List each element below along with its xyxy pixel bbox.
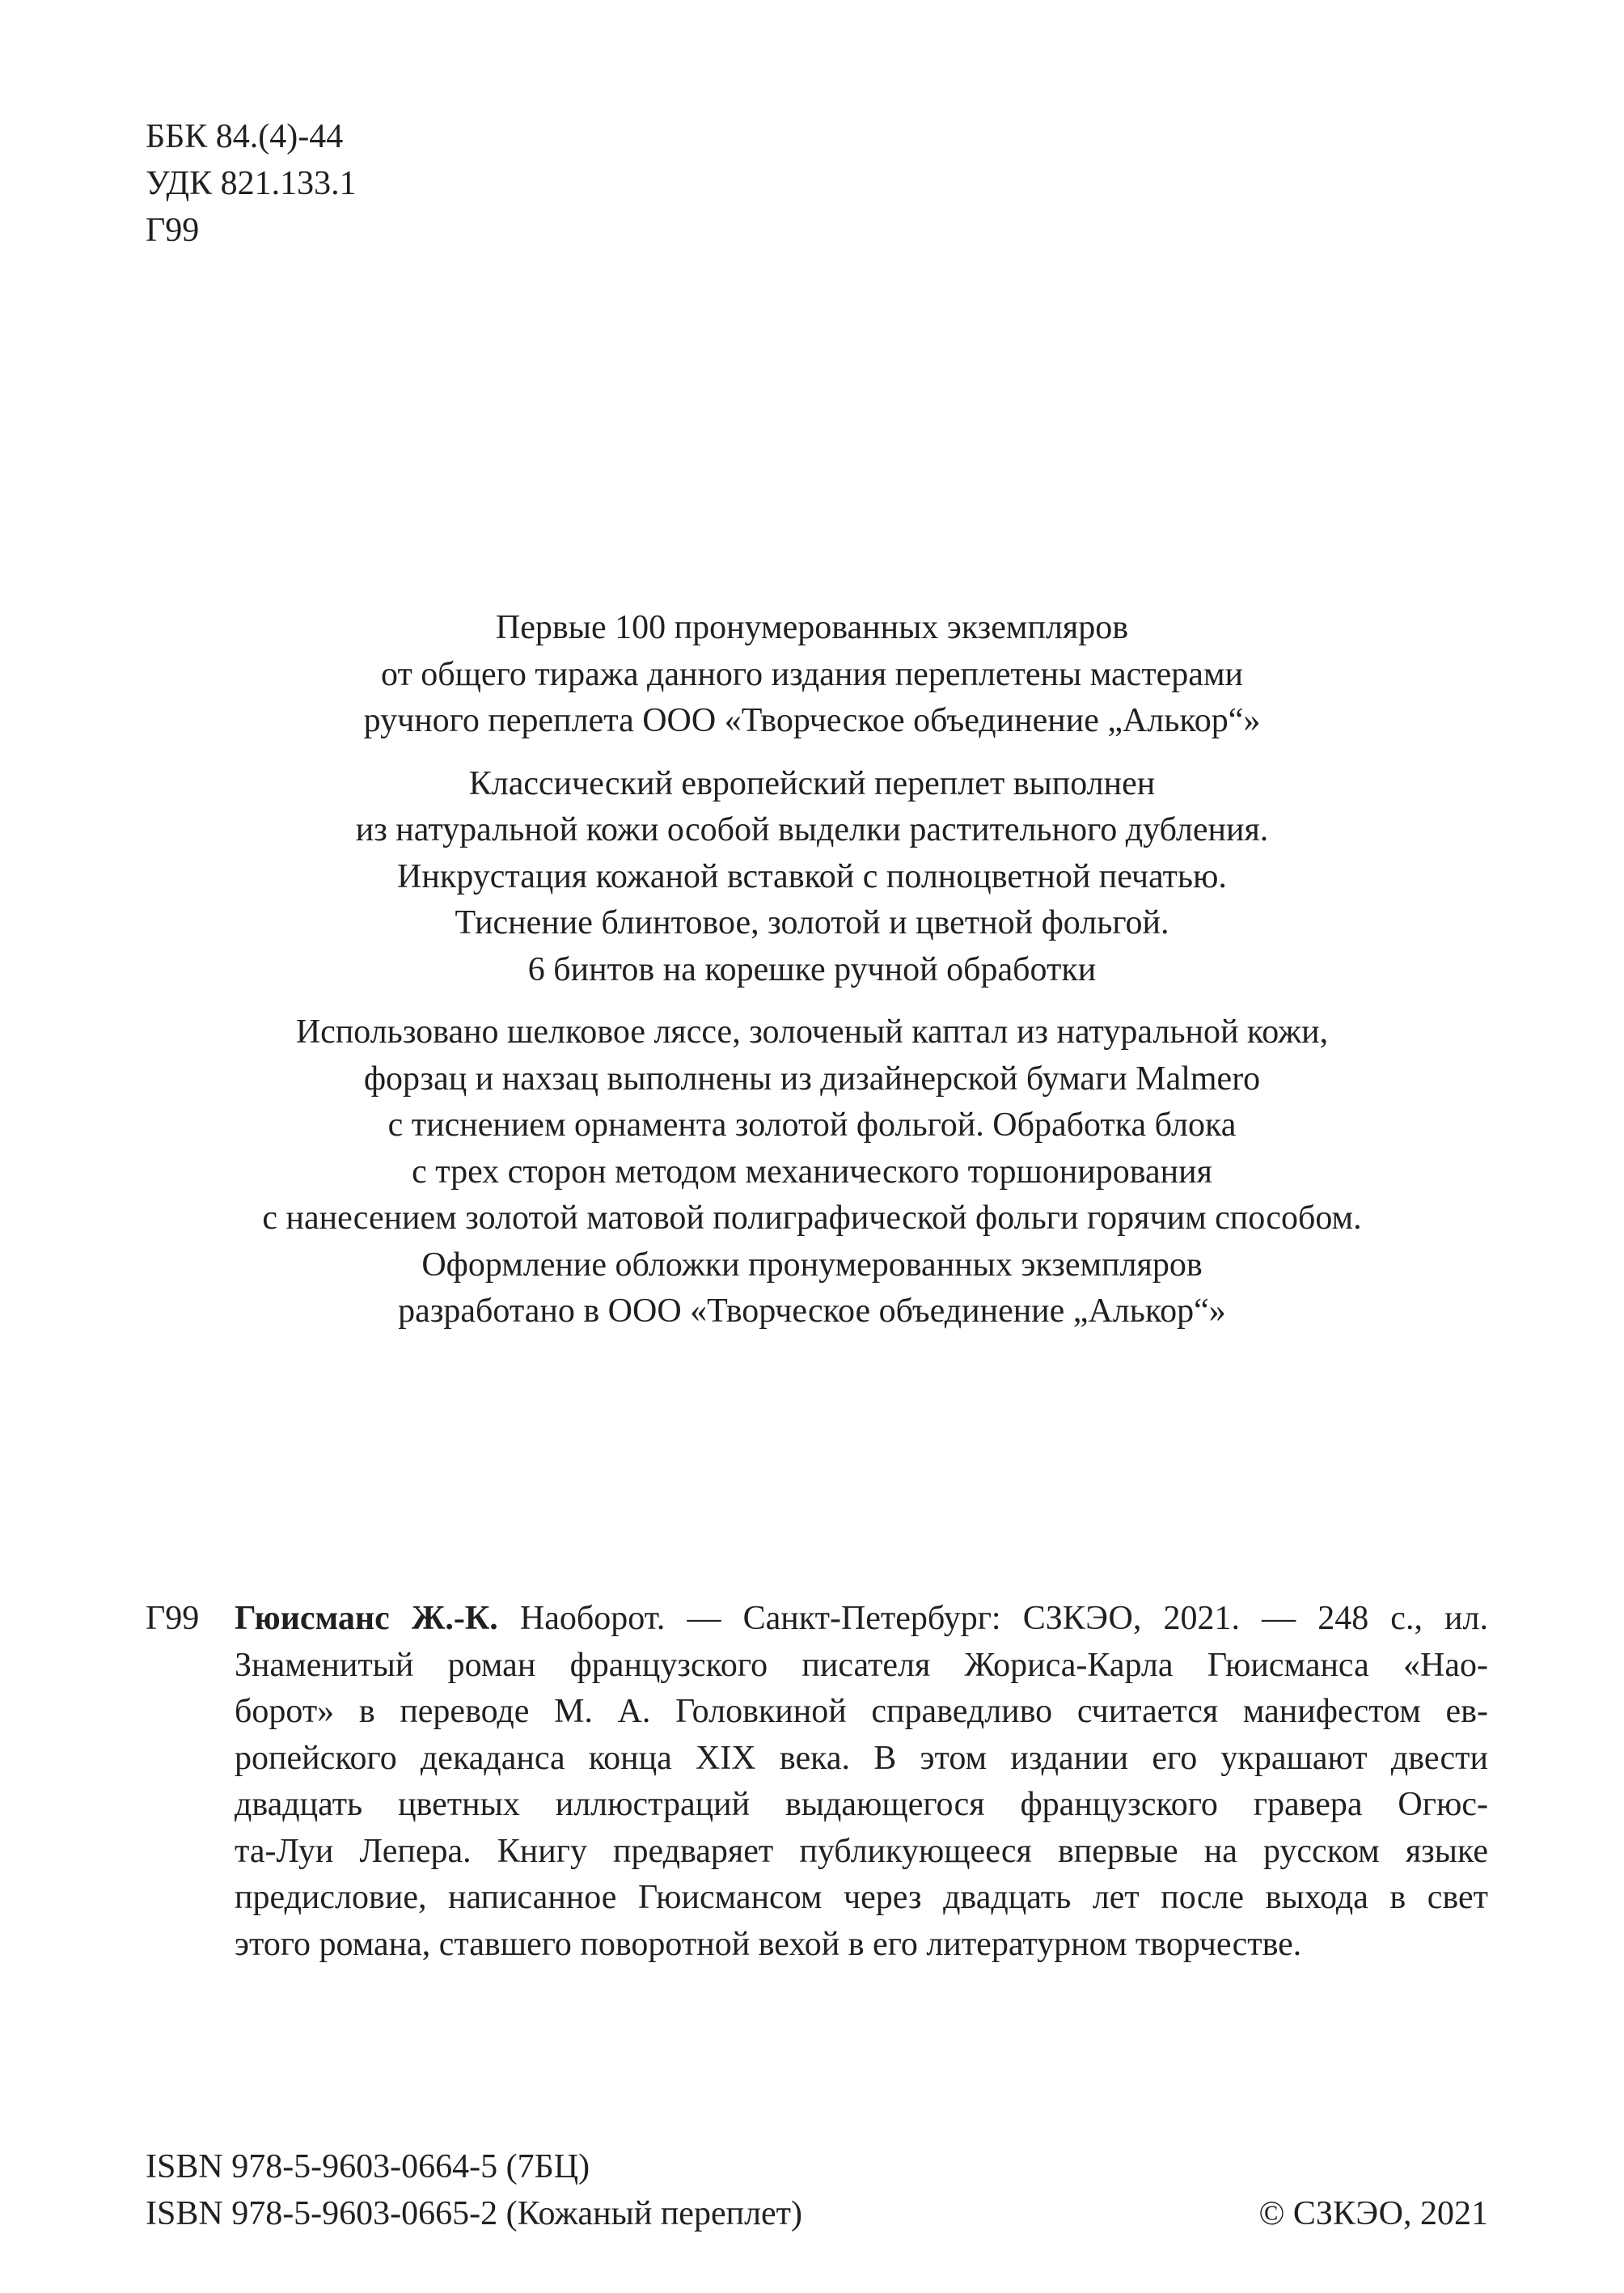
annotation-line: предисловие, написанное Гюисмансом через двадцать лет после выхода в свет (235, 1879, 1488, 1916)
author-sign: Г99 (146, 212, 200, 249)
notes-paragraph-binding (129, 761, 1495, 994)
notes-line: Классический европейский переплет выполнен (468, 764, 1156, 802)
bbk-code: ББК 84.(4)-44 (146, 118, 344, 155)
isbn-line: ISBN 978-5-9603-0664-5 (7БЦ) (146, 2148, 590, 2185)
catalog-author: Гюисманс Ж.-К. (235, 1600, 498, 1637)
notes-line: 6 бинтов на корешке ручной обработки (527, 950, 1097, 988)
notes-line: ручного переплета ООО «Творческое объединение „Алькор“» (363, 702, 1261, 739)
notes-paragraph-numbered-copies (129, 605, 1495, 745)
notes-line: Первые 100 пронумерованных экземпляров (495, 609, 1129, 646)
catalog-title-line (235, 1596, 1488, 1643)
udk-code: УДК 821.133.1 (146, 165, 357, 202)
notes-line: с нанесением золотой матовой полиграфической фольги горячим способом. (262, 1199, 1362, 1237)
annotation-line: Знаменитый роман французского писателя Жориса-Карла Гюисманса «Нао- (235, 1646, 1488, 1684)
notes-line: форзац и нахзац выполнены из дизайнерской бумаги Malmero (363, 1060, 1261, 1098)
notes-line: с тиснением орнамента золотой фольгой. Обработка блока (387, 1106, 1237, 1144)
notes-line: Использовано шелковое ляссе, золоченый каптал из натуральной кожи, (295, 1013, 1329, 1051)
isbn-line: ISBN 978-5-9603-0665-2 (Кожаный переплет) (146, 2195, 803, 2232)
catalog-body (235, 1596, 1488, 1968)
copyright-notice: © СЗКЭО, 2021 (1258, 2195, 1488, 2232)
classification-codes (146, 113, 357, 254)
edition-notes (129, 605, 1495, 1335)
notes-line: Оформление обложки пронумерованных экземпляров (421, 1246, 1203, 1284)
catalog-code: Г99 (146, 1600, 200, 1637)
notes-line: разработано в ООО «Творческое объединение „Алькор“» (398, 1292, 1226, 1330)
annotation-line: ропейского декаданса конца XIX века. В этом издании его украшают двести (235, 1739, 1488, 1777)
annotation-line: та-Луи Лепера. Книгу предваряет публикующееся впервые на русском языке (235, 1832, 1488, 1870)
notes-line: Инкрустация кожаной вставкой с полноцветной печатью. (397, 857, 1227, 895)
notes-line: с трех сторон методом механического торшонирования (412, 1153, 1212, 1191)
annotation-line: этого романа, ставшего поворотной вехой в его литературном творчестве. (235, 1925, 1302, 1963)
annotation-line: двадцать цветных иллюстраций выдающегося французского гравера Огюс- (235, 1786, 1488, 1823)
notes-line: Тиснение блинтовое, золотой и цветной фольгой. (455, 904, 1169, 941)
notes-line: от общего тиража данного издания переплетены мастерами (381, 655, 1243, 693)
isbn-list (146, 2143, 802, 2237)
notes-paragraph-materials (129, 1009, 1495, 1335)
notes-line: из натуральной кожи особой выделки растительного дубления. (355, 811, 1269, 848)
catalog-title-rest: Наоборот. — Санкт-Петербург: СЗКЭО, 2021. — 248 с., ил. (497, 1600, 1488, 1637)
annotation-line: борот» в переводе М. А. Головкиной справедливо считается манифестом ев- (235, 1693, 1488, 1730)
